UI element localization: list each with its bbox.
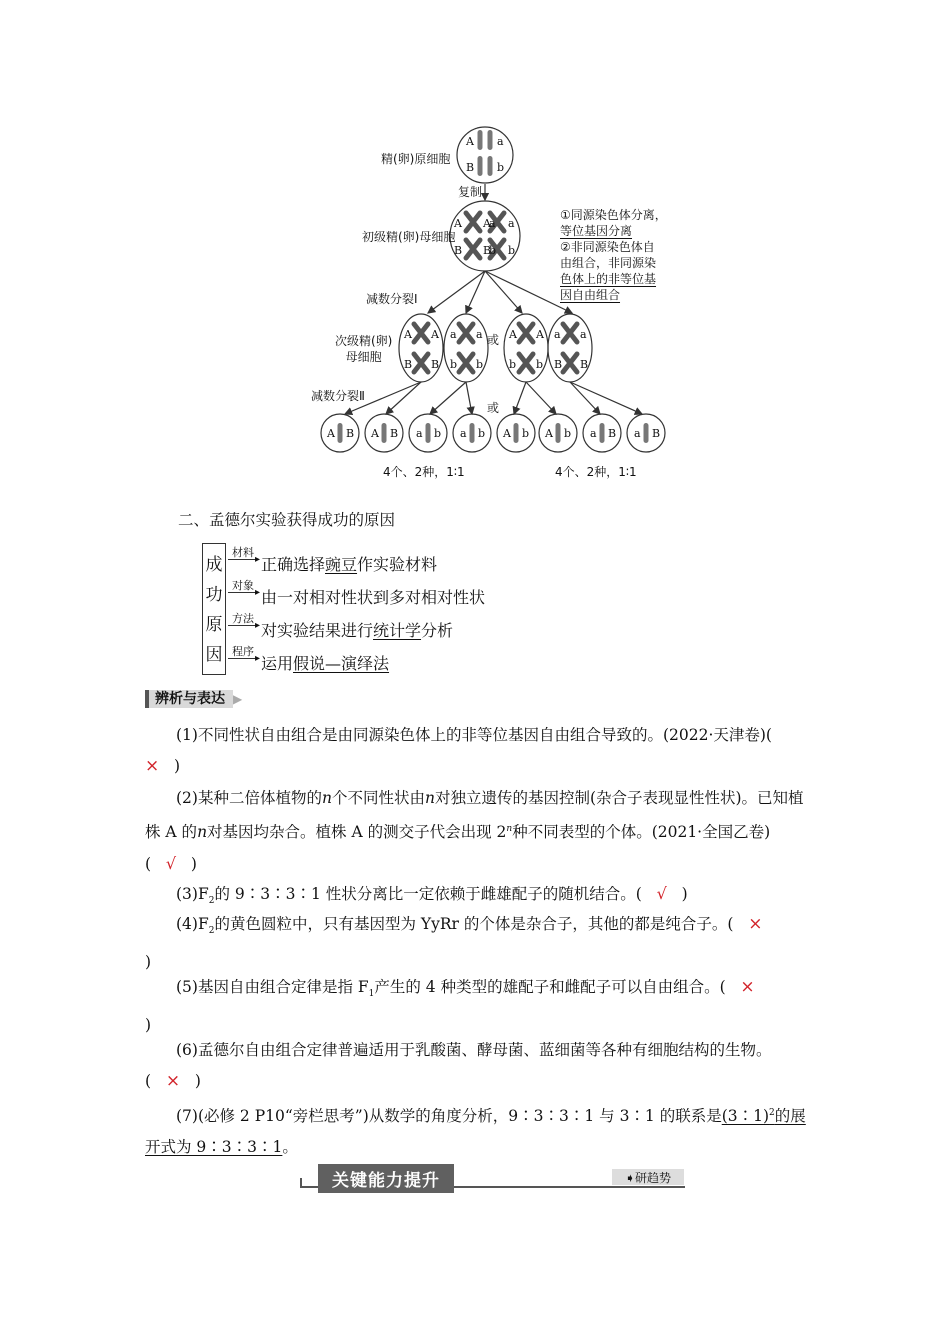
reason-box <box>202 543 226 675</box>
banner-right: ➧研趋势 <box>612 1169 684 1185</box>
box-char: 因 <box>205 645 223 665</box>
box-char: 原 <box>205 615 223 635</box>
item-6: (6)孟德尔自由组合定律普遍适用于乳酸菌、酵母菌、蓝细菌等各种有细胞结构的生物。( × ) <box>145 1041 772 1091</box>
svg-text:b: b <box>536 358 544 371</box>
svg-text:A: A <box>454 217 462 230</box>
label-or-1: 或 <box>487 333 500 347</box>
svg-text:b: b <box>434 427 442 440</box>
svg-text:b: b <box>564 427 572 440</box>
result-left: 4个、2种，1∶1 <box>383 465 465 479</box>
item-5: (5)基因自由组合定律是指 $F_1$产生的 4 种类型的雄配子和雌配子可以自由组合。( × ) <box>145 977 755 1035</box>
svg-text:b: b <box>522 427 530 440</box>
row-label: 材料 <box>232 546 254 559</box>
svg-text:b: b <box>509 358 517 371</box>
check-icon: √ <box>656 884 667 903</box>
reason-row: 程序 ▸ 运用假说—演绎法 <box>228 643 548 676</box>
svg-text:a: a <box>580 328 587 341</box>
row-text: 由一对相对性状到多对相对性状 <box>261 588 486 607</box>
svg-text:A: A <box>545 427 553 440</box>
svg-text:B: B <box>483 244 492 257</box>
diagram-note: ①同源染色体分离， 等位基因分离 ②非同源染色体自 由组合，非同源染 色体上的非等位基 因自由组合 <box>560 208 667 302</box>
item-4: $(4)F_2$的黄色圆粒中，只有基因型为 YyRr 的个体是杂合子，其他的都是纯合子。( × ) <box>145 914 763 972</box>
svg-text:a: a <box>508 217 515 230</box>
svg-text:B: B <box>608 427 617 440</box>
svg-text:a: a <box>590 427 597 440</box>
analysis-tag: 辨析与表达 ▶ <box>145 688 242 708</box>
reason-row: 对象 ▸ 由一对相对性状到多对相对性状 <box>228 577 548 610</box>
row-text: 对实验结果进行统计学分析 <box>261 621 454 640</box>
row-text: 正确选择豌豆作实验材料 <box>261 555 438 574</box>
row-label: 程序 <box>232 645 254 658</box>
svg-text:A: A <box>327 427 335 440</box>
section-title: 二、孟德尔实验获得成功的原因 <box>178 511 396 529</box>
svg-text:B: B <box>390 427 399 440</box>
box-char: 功 <box>205 585 223 605</box>
svg-text:B: B <box>404 358 413 371</box>
svg-text:a: a <box>476 328 483 341</box>
svg-text:A: A <box>371 427 379 440</box>
cross-icon: × <box>145 756 160 776</box>
svg-text:B: B <box>554 358 563 371</box>
cross-icon: × <box>165 1071 181 1091</box>
svg-text:A: A <box>483 217 491 230</box>
svg-text:b: b <box>497 161 505 174</box>
label-germ-cell: 精(卵)原细胞 <box>381 152 451 166</box>
label-meiosis1: 减数分裂Ⅰ <box>366 292 418 306</box>
label-meiosis2: 减数分裂Ⅱ <box>311 389 365 403</box>
cross-icon: × <box>748 914 763 934</box>
row-label: 对象 <box>232 579 254 592</box>
svg-text:B: B <box>466 161 475 174</box>
svg-text:b: b <box>489 244 497 257</box>
svg-text:a: a <box>497 135 504 148</box>
svg-text:b: b <box>450 358 458 371</box>
item-1: (1)不同性状自由组合是由同源染色体上的非等位基因自由组合导致的。(2022·天津卷)( × ) <box>145 726 772 776</box>
svg-text:A: A <box>404 328 412 341</box>
label-or-2: 或 <box>487 401 500 415</box>
label-secondary: 次级精(卵) 母细胞 <box>335 334 393 364</box>
svg-text:b: b <box>478 427 486 440</box>
svg-text:b: b <box>508 244 516 257</box>
row-label: 方法 <box>232 612 254 625</box>
item-3: $(3)F_2$的 9∶3∶3∶1 性状分离比一定依赖于雌雄配子的随机结合。( √ ) <box>176 884 688 907</box>
svg-text:a: a <box>634 427 641 440</box>
svg-text:a: a <box>554 328 561 341</box>
svg-text:a: a <box>460 427 467 440</box>
key-ability-banner <box>300 1164 685 1192</box>
svg-text:B: B <box>454 244 463 257</box>
meiosis-diagram <box>300 118 690 488</box>
check-icon: √ <box>165 854 177 874</box>
svg-text:B: B <box>431 358 440 371</box>
svg-text:A: A <box>536 328 544 341</box>
box-char: 成 <box>205 555 223 575</box>
reason-list <box>228 544 548 676</box>
label-replication: 复制 <box>458 185 483 199</box>
result-right: 4个、2种，1∶1 <box>555 465 637 479</box>
label-primary: 初级精(卵)母细胞 <box>362 230 456 244</box>
cross-icon: × <box>740 977 755 997</box>
svg-text:b: b <box>476 358 484 371</box>
svg-text:A: A <box>466 135 474 148</box>
row-text: 运用假说—演绎法 <box>261 654 390 673</box>
banner-title: 关键能力提升 <box>318 1164 454 1193</box>
item-7: (7)(必修 2 P10“旁栏思考”)从数学的角度分析，9∶3∶3∶1 与 3∶1 的联系是(3∶1)$^2$的展开式为 9∶3∶3∶1。 <box>145 1107 806 1157</box>
arrow-icon: ➧ <box>624 1171 636 1185</box>
svg-text:A: A <box>431 328 439 341</box>
reason-row: 材料 ▸ 正确选择豌豆作实验材料 <box>228 544 548 577</box>
svg-text:a: a <box>416 427 423 440</box>
reason-row: 方法 ▸ 对实验结果进行统计学分析 <box>228 610 548 643</box>
svg-text:B: B <box>652 427 661 440</box>
svg-text:A: A <box>503 427 511 440</box>
svg-text:B: B <box>580 358 589 371</box>
svg-text:a: a <box>450 328 457 341</box>
svg-text:A: A <box>509 328 517 341</box>
svg-text:a: a <box>489 217 496 230</box>
item-2: (2)某种二倍体植物的n个不同性状由n对独立遗传的基因控制(杂合子表现显性性状)。已知植株 A 的n对基因均杂合。植株 A 的测交子代会出现 2$^n$种不同表型的个体。(2021·全国乙卷)( √ ) <box>145 789 804 874</box>
svg-text:B: B <box>346 427 355 440</box>
